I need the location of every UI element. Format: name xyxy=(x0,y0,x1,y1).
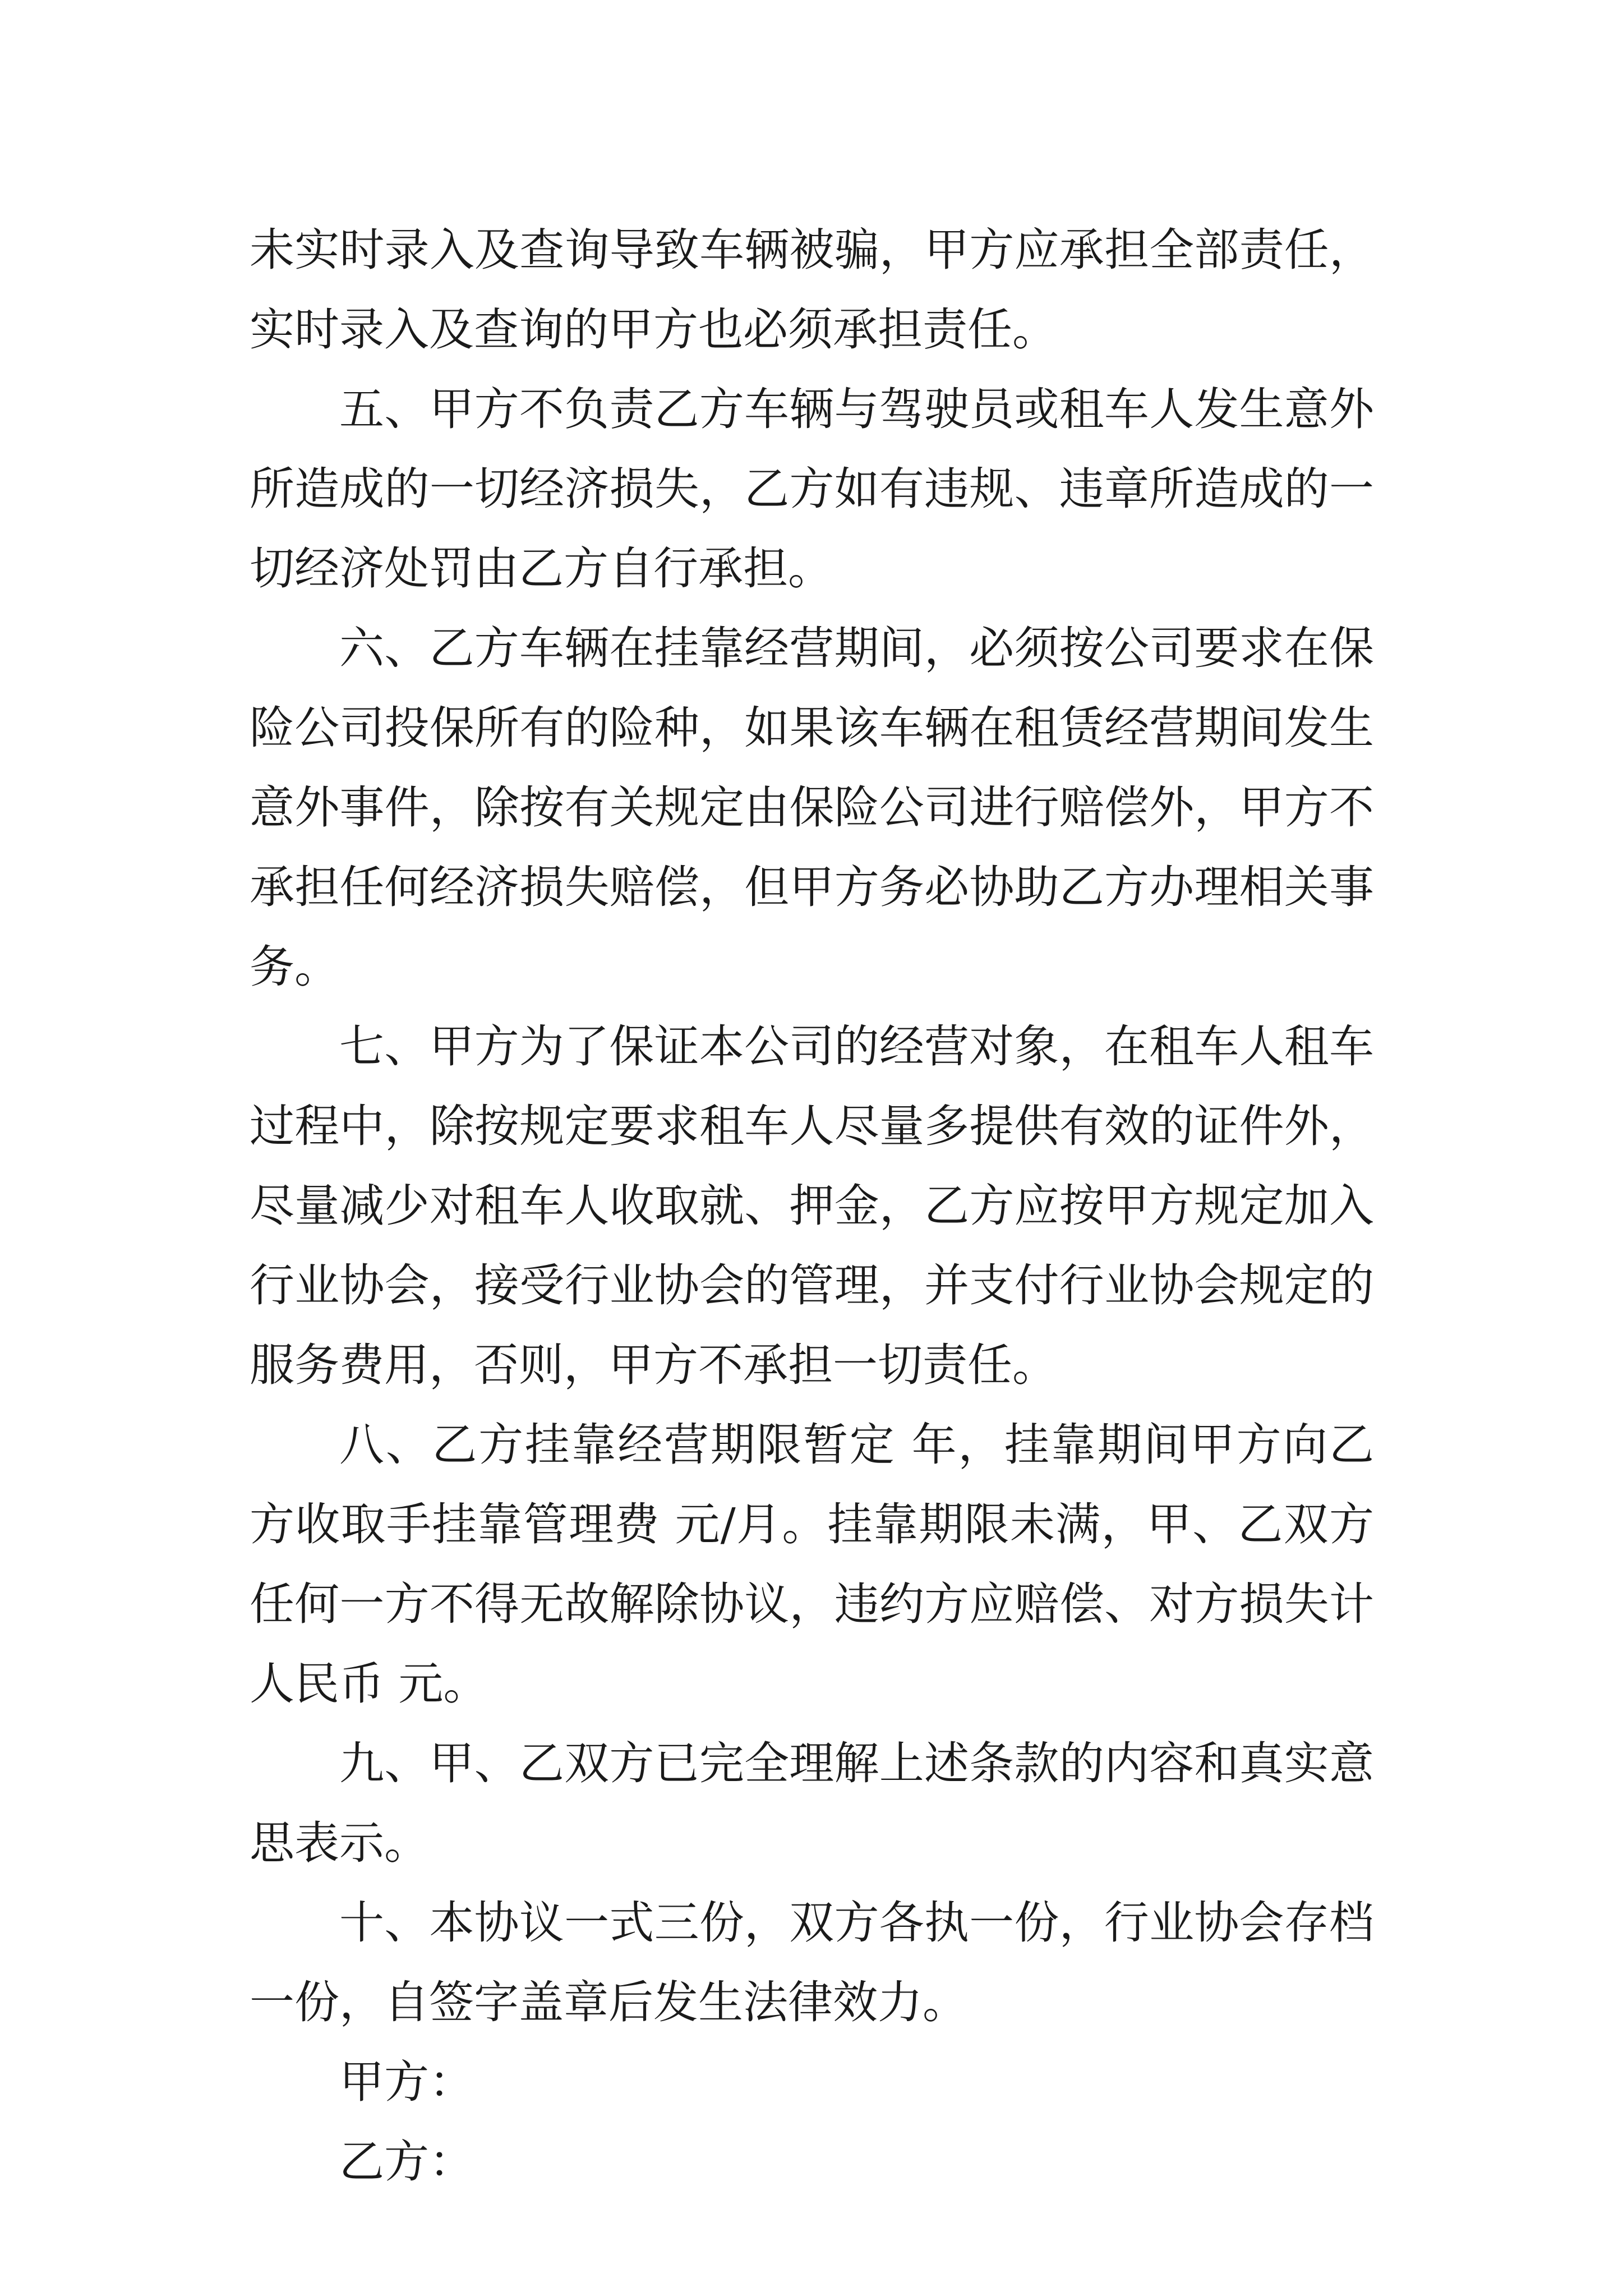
paragraph-continuation: 未实时录入及查询导致车辆被骗，甲方应承担全部责任，实时录入及查询的甲方也必须承担责任。 xyxy=(250,224,1374,356)
document-body xyxy=(250,210,1374,2202)
party-b-signature-label: 乙方： xyxy=(339,2136,474,2188)
clause-9-paragraph: 九、甲、乙双方已完全理解上述条款的内容和真实意思表示。 xyxy=(250,1737,1374,1869)
clause-10-paragraph: 十、本协议一式三份，双方各执一份，行业协会存档一份，自签字盖章后发生法律效力。 xyxy=(250,1897,1374,2028)
clause-7-paragraph: 七、甲方为了保证本公司的经营对象，在租车人租车过程中，除按规定要求租车人尽量多提供有效的证件外，尽量减少对租车人收取就、押金，乙方应按甲方规定加入行业协会，接受行业协会的管理，并支付行业协会规定的服务费用，否则，甲方不承担一切责任。 xyxy=(250,1020,1374,1391)
party-a-signature-label: 甲方： xyxy=(339,2056,474,2108)
clause-6-paragraph: 六、乙方车辆在挂靠经营期间，必须按公司要求在保险公司投保所有的险种，如果该车辆在租赁经营期间发生意外事件，除按有关规定由保险公司进行赔偿外，甲方不承担任何经济损失赔偿，但甲方务必协助乙方办理相关事务。 xyxy=(250,622,1374,993)
clause-5-paragraph: 五、甲方不负责乙方车辆与驾驶员或租车人发生意外所造成的一切经济损失，乙方如有违规、违章所造成的一切经济处罚由乙方自行承担。 xyxy=(250,383,1374,595)
clause-8-paragraph: 八、乙方挂靠经营期限暂定 年，挂靠期间甲方向乙方收取手挂靠管理费 元/月。挂靠期限未满，甲、乙双方任何一方不得无故解除协议，违约方应赔偿、对方损失计人民币 元。 xyxy=(250,1419,1374,1710)
